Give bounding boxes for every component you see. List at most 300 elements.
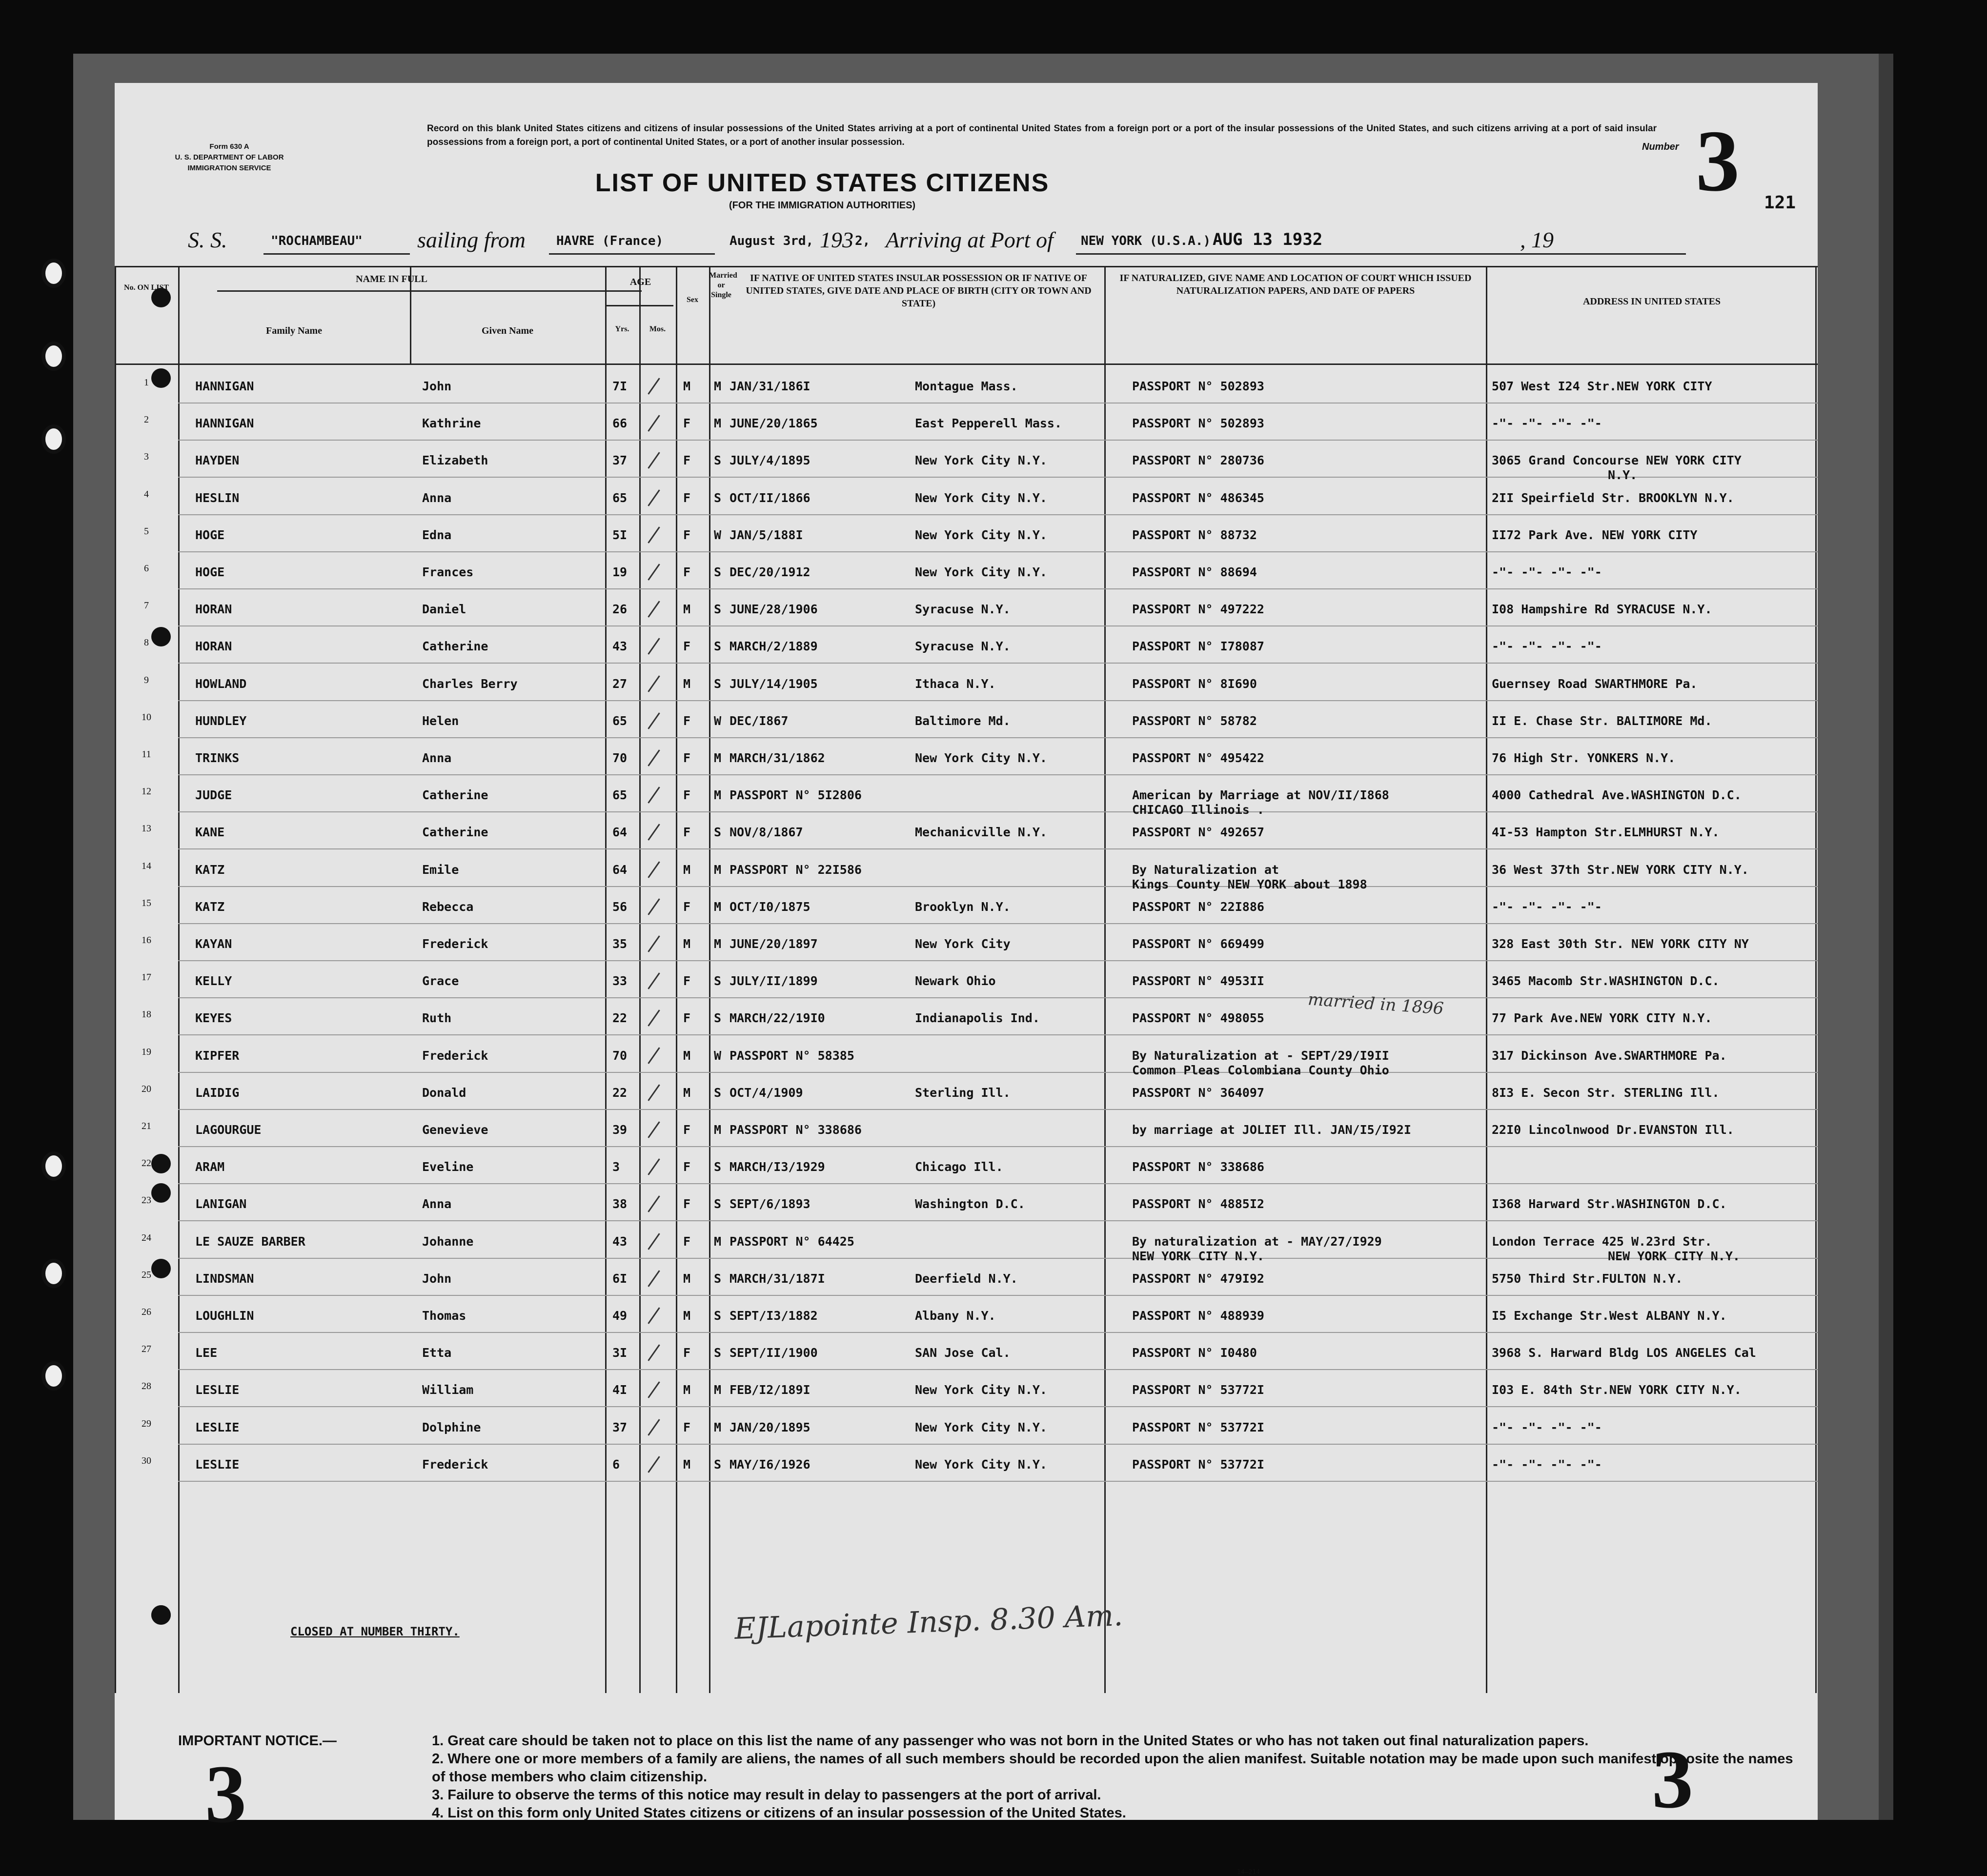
row-number: 7 xyxy=(144,600,149,611)
cell-nat2: Common Pleas Colombiana County Ohio xyxy=(1132,1063,1389,1077)
cell-ms: S xyxy=(714,1309,722,1323)
cell-yrs: 7I xyxy=(612,379,628,393)
cell-bplace: Washington D.C. xyxy=(915,1197,1025,1211)
record-instructions: Record on this blank United States citizens and citizens of insular possessions of the United States arriving at a port of continental United States from a foreign port or a port of the insular possessions of the United States, and such citizens arriving at a port of said insular possessions from a foreign port, a port of continental United States, or a port of another insular possession. xyxy=(427,123,1657,147)
cell-nat: PASSPORT N° 495422 xyxy=(1132,751,1264,765)
underline xyxy=(549,253,715,255)
cell-nat2: NEW YORK CITY N.Y. xyxy=(1132,1249,1264,1263)
row-number: 19 xyxy=(142,1046,151,1057)
cell-ms: S xyxy=(714,453,722,468)
cell-family: HORAN xyxy=(195,602,232,617)
cell-family: HOGE xyxy=(195,527,225,542)
cell-family: LANIGAN xyxy=(195,1197,247,1211)
cell-addr: 3465 Macomb Str.WASHINGTON D.C. xyxy=(1492,974,1720,988)
cell-yrs: 65 xyxy=(612,788,628,803)
cell-yrs: 39 xyxy=(612,1123,628,1137)
cell-given: Eveline xyxy=(422,1160,474,1174)
check-mark xyxy=(648,935,660,952)
row-number: 20 xyxy=(142,1083,151,1094)
form-identifier: Form 630 A U. S. DEPARTMENT OF LABOR IMMIGRATION SERVICE xyxy=(175,142,284,172)
cell-sex: F xyxy=(683,1123,691,1137)
corner-number-right: 3 xyxy=(1652,1734,1693,1825)
cell-bplace: Montague Mass. xyxy=(915,379,1018,393)
cell-nat2: CHICAGO Illinois . xyxy=(1132,803,1264,817)
cell-nat: by marriage at JOLIET Ill. JAN/I5/I92I xyxy=(1132,1123,1411,1137)
cell-yrs: 38 xyxy=(612,1197,628,1211)
arriving-label: Arriving at Port of xyxy=(886,227,1054,252)
cell-family: KEYES xyxy=(195,1011,232,1026)
check-mark xyxy=(648,1158,660,1175)
sailing-date: August 3rd, xyxy=(730,234,814,248)
cell-bdate: SEPT/II/1900 xyxy=(730,1346,818,1360)
arrival-stamp: AUG 13 1932 xyxy=(1213,230,1323,249)
cell-yrs: 56 xyxy=(612,899,628,914)
check-mark xyxy=(648,712,660,729)
sailing-label: sailing from xyxy=(417,227,526,252)
page-title: LIST OF UNITED STATES CITIZENS xyxy=(595,169,1050,197)
cell-addr: 77 Park Ave.NEW YORK CITY N.Y. xyxy=(1492,1011,1712,1026)
cell-family: KAYAN xyxy=(195,937,232,951)
corner-number-left: 3 xyxy=(205,1748,246,1840)
cell-bplace: Chicago Ill. xyxy=(915,1160,1003,1174)
cell-family: HUNDLEY xyxy=(195,713,247,728)
cell-given: Anna xyxy=(422,490,452,505)
cell-bplace: New York City N.Y. xyxy=(915,565,1047,579)
cell-family: HANNIGAN xyxy=(195,379,254,393)
cell-given: Thomas xyxy=(422,1309,466,1323)
cell-nat: PASSPORT N° 280736 xyxy=(1132,453,1264,468)
cell-yrs: 70 xyxy=(612,751,628,765)
cell-bdate: JULY/14/1905 xyxy=(730,676,818,691)
cell-addr: 36 West 37th Str.NEW YORK CITY N.Y. xyxy=(1492,862,1749,877)
cell-family: HANNIGAN xyxy=(195,416,254,431)
cell-sex: F xyxy=(683,1346,691,1360)
cell-yrs: 3 xyxy=(612,1160,620,1174)
cell-bdate: JAN/5/188I xyxy=(730,527,803,542)
cell-ms: S xyxy=(714,1085,722,1100)
cell-given: Frances xyxy=(422,565,474,579)
cell-yrs: 26 xyxy=(612,602,628,617)
list-number: 3 xyxy=(1696,112,1740,209)
cell-family: JUDGE xyxy=(195,788,232,803)
cell-family: KATZ xyxy=(195,899,225,914)
col-header-given: Given Name xyxy=(481,325,534,336)
row-number: 30 xyxy=(142,1455,151,1466)
cell-ms: S xyxy=(714,490,722,505)
cell-bplace: New York City N.Y. xyxy=(915,751,1047,765)
col-header-naturalization: IF NATURALIZED, GIVE NAME AND LOCATION OF COURT WHICH ISSUED NATURALIZATION PAPERS, AND DATE OF PAPERS xyxy=(1119,273,1472,296)
cell-sex: M xyxy=(683,1085,691,1100)
cell-sex: M xyxy=(683,937,691,951)
cell-ms: W xyxy=(714,527,722,542)
cell-bdate: JULY/4/1895 xyxy=(730,453,811,468)
binder-hole xyxy=(41,342,66,371)
row-number: 25 xyxy=(142,1269,151,1280)
cell-bdate: OCT/I0/1875 xyxy=(730,899,811,914)
cell-addr: II E. Chase Str. BALTIMORE Md. xyxy=(1492,713,1712,728)
cell-yrs: 64 xyxy=(612,862,628,877)
number-label: Number xyxy=(1642,141,1679,152)
row-number: 18 xyxy=(142,1009,151,1020)
row-number: 13 xyxy=(142,823,151,834)
cell-addr2: N.Y. xyxy=(1608,468,1638,483)
notice-item: 4. List on this form only United States citizens or citizens of an insular possession of the United States. xyxy=(432,1805,1126,1821)
cell-addr2: NEW YORK CITY N.Y. xyxy=(1608,1249,1740,1263)
cell-ms: M xyxy=(714,899,722,914)
cell-addr: 4I-53 Hampton Str.ELMHURST N.Y. xyxy=(1492,825,1720,840)
cell-ms: S xyxy=(714,1160,722,1174)
cell-nat: By Naturalization at - SEPT/29/I9II xyxy=(1132,1048,1389,1063)
cell-sex: M xyxy=(683,1048,691,1063)
cell-ms: S xyxy=(714,565,722,579)
cell-family: KATZ xyxy=(195,862,225,877)
cell-family: KELLY xyxy=(195,974,232,988)
cell-bdate: JAN/31/186I xyxy=(730,379,811,393)
col-header-no: No. ON LIST xyxy=(123,283,169,292)
notice-list xyxy=(432,1732,1798,1822)
cell-family: ARAM xyxy=(195,1160,225,1174)
binder-hole xyxy=(41,259,66,288)
cell-bplace: Syracuse N.Y. xyxy=(915,639,1011,654)
cell-ms: S xyxy=(714,974,722,988)
cell-family: TRINKS xyxy=(195,751,240,765)
cell-ms: M xyxy=(714,1420,722,1434)
cell-bplace: New York City xyxy=(915,937,1011,951)
check-mark xyxy=(648,1233,660,1250)
cell-given: Kathrine xyxy=(422,416,481,431)
cell-given: Catherine xyxy=(422,639,488,654)
cell-bdate: OCT/4/1909 xyxy=(730,1085,803,1100)
check-mark xyxy=(648,1047,660,1064)
cell-bdate: MARCH/31/187I xyxy=(730,1271,825,1286)
col-header-age: AGE xyxy=(629,277,651,287)
arrival-port: NEW YORK (U.S.A.) xyxy=(1081,234,1211,248)
cell-sex: M xyxy=(683,602,691,617)
cell-yrs: 65 xyxy=(612,713,628,728)
cell-sex: F xyxy=(683,416,691,431)
cell-nat: PASSPORT N° 53772I xyxy=(1132,1457,1264,1472)
cell-nat: PASSPORT N° 53772I xyxy=(1132,1420,1264,1434)
row-number: 17 xyxy=(142,972,151,983)
cell-addr: II72 Park Ave. NEW YORK CITY xyxy=(1492,527,1698,542)
cell-ms: M xyxy=(714,1383,722,1397)
col-header-family: Family Name xyxy=(266,325,322,336)
row-number: 16 xyxy=(142,935,151,946)
cell-given: Etta xyxy=(422,1346,452,1360)
cell-nat: PASSPORT N° 488939 xyxy=(1132,1309,1264,1323)
cell-family: HORAN xyxy=(195,639,232,654)
cell-bplace: New York City N.Y. xyxy=(915,1383,1047,1397)
cell-addr: 3065 Grand Concourse NEW YORK CITY xyxy=(1492,453,1742,468)
cell-addr: 317 Dickinson Ave.SWARTHMORE Pa. xyxy=(1492,1048,1727,1063)
row-number: 24 xyxy=(142,1232,151,1243)
ship-prefix: S. S. xyxy=(188,227,227,252)
cell-addr: I368 Harward Str.WASHINGTON D.C. xyxy=(1492,1197,1727,1211)
cell-addr: 507 West I24 Str.NEW YORK CITY xyxy=(1492,379,1712,393)
cell-family: HOGE xyxy=(195,565,225,579)
row-number: 12 xyxy=(142,786,151,797)
cell-bdate: MARCH/22/19I0 xyxy=(730,1011,825,1026)
page-stamp: 121 xyxy=(1764,193,1796,213)
cell-nat: By Naturalization at xyxy=(1132,862,1279,877)
cell-addr: -"- -"- -"- -"- xyxy=(1492,1420,1602,1434)
check-mark xyxy=(648,787,660,803)
col-header-name-in-full: NAME IN FULL xyxy=(356,274,427,284)
cell-sex: M xyxy=(683,379,691,393)
cell-nat: PASSPORT N° 479I92 xyxy=(1132,1271,1264,1286)
cell-nat: PASSPORT N° 338686 xyxy=(1132,1160,1264,1174)
cell-given: Anna xyxy=(422,1197,452,1211)
row-number: 23 xyxy=(142,1195,151,1206)
cell-family: KIPFER xyxy=(195,1048,240,1063)
cell-sex: M xyxy=(683,1383,691,1397)
cell-addr: 2II Speirfield Str. BROOKLYN N.Y. xyxy=(1492,490,1734,505)
cell-family: LEE xyxy=(195,1346,218,1360)
cell-sex: F xyxy=(683,751,691,765)
cell-sex: F xyxy=(683,825,691,840)
cell-sex: F xyxy=(683,639,691,654)
cell-addr: 4000 Cathedral Ave.WASHINGTON D.C. xyxy=(1492,788,1742,803)
cell-sex: F xyxy=(683,565,691,579)
cell-yrs: 4I xyxy=(612,1383,628,1397)
notice-item: 2. Where one or more members of a family are aliens, the names of all such members should be recorded upon the alien manifest. Suitable notation may be made upon such manifest opposite the names of those members who claim citizenship. xyxy=(432,1751,1793,1785)
cell-addr: -"- -"- -"- -"- xyxy=(1492,899,1602,914)
check-mark xyxy=(648,675,660,692)
cell-bdate: JUNE/28/1906 xyxy=(730,602,818,617)
cell-addr: 8I3 E. Secon Str. STERLING Ill. xyxy=(1492,1085,1720,1100)
row-number: 1 xyxy=(144,377,149,388)
check-mark xyxy=(648,1010,660,1027)
cell-given: Ruth xyxy=(422,1011,452,1026)
cell-nat: PASSPORT N° 502893 xyxy=(1132,416,1264,431)
cell-sex: F xyxy=(683,1234,691,1249)
row-number: 27 xyxy=(142,1344,151,1355)
ship-line xyxy=(188,227,1774,256)
handwritten-note: married in 1896 xyxy=(1307,989,1444,1019)
cell-given: John xyxy=(422,1271,452,1286)
check-mark xyxy=(648,1456,660,1473)
cell-addr: 76 High Str. YONKERS N.Y. xyxy=(1492,751,1676,765)
cell-ms: M xyxy=(714,751,722,765)
cell-sex: F xyxy=(683,1011,691,1026)
cell-ms: S xyxy=(714,1346,722,1360)
cell-given: Elizabeth xyxy=(422,453,488,468)
cell-bdate: PASSPORT N° 58385 xyxy=(730,1048,854,1063)
row-number: 29 xyxy=(142,1418,151,1429)
cell-bplace: New York City N.Y. xyxy=(915,490,1047,505)
row-number: 10 xyxy=(142,711,151,723)
cell-yrs: 43 xyxy=(612,639,628,654)
cell-bdate: JUNE/20/1897 xyxy=(730,937,818,951)
cell-given: Charles Berry xyxy=(422,676,518,691)
cell-addr: -"- -"- -"- -"- xyxy=(1492,639,1602,654)
cell-nat: PASSPORT N° 492657 xyxy=(1132,825,1264,840)
cell-bdate: MARCH/31/1862 xyxy=(730,751,825,765)
cell-family: LOUGHLIN xyxy=(195,1309,254,1323)
cell-bdate: SEPT/I3/1882 xyxy=(730,1309,818,1323)
cell-sex: M xyxy=(683,676,691,691)
ship-name: "ROCHAMBEAU" xyxy=(271,234,363,248)
cell-family: KANE xyxy=(195,825,225,840)
cell-ms: M xyxy=(714,416,722,431)
row-number: 26 xyxy=(142,1307,151,1317)
cell-given: Johanne xyxy=(422,1234,474,1249)
cell-nat: By naturalization at - MAY/27/I929 xyxy=(1132,1234,1382,1249)
cell-bplace: Indianapolis Ind. xyxy=(915,1011,1040,1026)
cell-addr: London Terrace 425 W.23rd Str. xyxy=(1492,1234,1712,1249)
cell-addr: -"- -"- -"- -"- xyxy=(1492,1457,1602,1472)
cell-yrs: 66 xyxy=(612,416,628,431)
form-code: 14—214 xyxy=(1237,1869,1260,1876)
cell-ms: S xyxy=(714,676,722,691)
row-number: 28 xyxy=(142,1381,151,1392)
cell-ms: W xyxy=(714,713,722,728)
cell-given: Edna xyxy=(422,527,452,542)
check-mark xyxy=(648,1270,660,1287)
row-number: 4 xyxy=(144,488,149,500)
cell-bplace: New York City N.Y. xyxy=(915,1457,1047,1472)
cell-given: Helen xyxy=(422,713,459,728)
cell-bplace: Syracuse N.Y. xyxy=(915,602,1011,617)
row-number: 22 xyxy=(142,1158,151,1169)
cell-family: HOWLAND xyxy=(195,676,247,691)
cell-bplace: Ithaca N.Y. xyxy=(915,676,996,691)
cell-yrs: 70 xyxy=(612,1048,628,1063)
check-mark xyxy=(648,1344,660,1361)
col-header-birth: IF NATIVE OF UNITED STATES INSULAR POSSESSION OR IF NATIVE OF UNITED STATES, GIVE DATE AND PLACE OF BIRTH (CITY OR TOWN AND STATE) xyxy=(746,273,1092,309)
cell-yrs: 64 xyxy=(612,825,628,840)
check-mark xyxy=(648,1121,660,1138)
check-mark xyxy=(648,749,660,766)
cell-bdate: MARCH/I3/1929 xyxy=(730,1160,825,1174)
check-mark xyxy=(648,489,660,506)
cell-addr: Guernsey Road SWARTHMORE Pa. xyxy=(1492,676,1698,691)
cell-nat: PASSPORT N° 502893 xyxy=(1132,379,1264,393)
cell-ms: W xyxy=(714,1048,722,1063)
cell-given: Grace xyxy=(422,974,459,988)
row-number: 5 xyxy=(144,525,149,537)
row-number: 8 xyxy=(144,637,149,648)
cell-given: Genevieve xyxy=(422,1123,488,1137)
cell-addr: 3968 S. Harward Bldg LOS ANGELES Cal xyxy=(1492,1346,1756,1360)
cell-yrs: 37 xyxy=(612,1420,628,1434)
page-subtitle: (FOR THE IMMIGRATION AUTHORITIES) xyxy=(729,200,916,211)
cell-yrs: 6 xyxy=(612,1457,620,1472)
cell-bdate: PASSPORT N° 22I586 xyxy=(730,862,862,877)
notice-label: IMPORTANT NOTICE.— xyxy=(178,1733,337,1749)
cell-sex: F xyxy=(683,490,691,505)
inspector-signature: EJLapointe Insp. 8.30 Am. xyxy=(734,1598,1124,1646)
cell-bdate: JULY/II/1899 xyxy=(730,974,818,988)
cell-sex: F xyxy=(683,1420,691,1434)
check-mark xyxy=(648,861,660,878)
row-number: 21 xyxy=(142,1121,151,1131)
cell-given: Dolphine xyxy=(422,1420,481,1434)
closing-note: CLOSED AT NUMBER THIRTY. xyxy=(290,1625,460,1638)
cell-bplace: Deerfield N.Y. xyxy=(915,1271,1018,1286)
check-mark xyxy=(648,415,660,431)
cell-bdate: JAN/20/1895 xyxy=(730,1420,811,1434)
cell-family: LINDSMAN xyxy=(195,1271,254,1286)
cell-sex: F xyxy=(683,713,691,728)
cell-family: HAYDEN xyxy=(195,453,240,468)
cell-addr: -"- -"- -"- -"- xyxy=(1492,565,1602,579)
binder-hole xyxy=(41,1151,66,1181)
cell-sex: M xyxy=(683,862,691,877)
cell-nat: PASSPORT N° 88732 xyxy=(1132,527,1257,542)
cell-given: John xyxy=(422,379,452,393)
cell-ms: S xyxy=(714,1271,722,1286)
binder-hole xyxy=(41,1259,66,1288)
cell-family: LESLIE xyxy=(195,1383,240,1397)
cell-ms: M xyxy=(714,937,722,951)
check-mark xyxy=(648,526,660,543)
row-number: 6 xyxy=(144,563,149,574)
cell-bplace: New York City N.Y. xyxy=(915,1420,1047,1434)
underline xyxy=(264,253,410,255)
cell-bplace: Mechanicville N.Y. xyxy=(915,825,1047,840)
cell-addr: 328 East 30th Str. NEW YORK CITY NY xyxy=(1492,937,1749,951)
cell-family: HESLIN xyxy=(195,490,240,505)
cell-ms: S xyxy=(714,602,722,617)
cell-yrs: 65 xyxy=(612,490,628,505)
cell-yrs: 22 xyxy=(612,1011,628,1026)
cell-nat: PASSPORT N° 8I690 xyxy=(1132,676,1257,691)
check-mark xyxy=(648,1382,660,1398)
cell-addr: I03 E. 84th Str.NEW YORK CITY N.Y. xyxy=(1492,1383,1742,1397)
cell-nat: PASSPORT N° I0480 xyxy=(1132,1346,1257,1360)
cell-ms: S xyxy=(714,825,722,840)
cell-bplace: Albany N.Y. xyxy=(915,1309,996,1323)
check-mark xyxy=(648,452,660,469)
cell-given: Anna xyxy=(422,751,452,765)
cell-nat: PASSPORT N° 4953II xyxy=(1132,974,1264,988)
cell-bdate: NOV/8/1867 xyxy=(730,825,803,840)
from-port: HAVRE (France) xyxy=(556,234,664,248)
cell-bplace: SAN Jose Cal. xyxy=(915,1346,1011,1360)
cell-bdate: MAY/I6/1926 xyxy=(730,1457,811,1472)
cell-nat: PASSPORT N° 497222 xyxy=(1132,602,1264,617)
check-mark xyxy=(648,824,660,841)
cell-given: Donald xyxy=(422,1085,466,1100)
cell-addr: -"- -"- -"- -"- xyxy=(1492,416,1602,431)
cell-sex: F xyxy=(683,899,691,914)
notice-item: 1. Great care should be taken not to place on this list the name of any passenger who was not born in the United States or who has not taken out final naturalization papers. xyxy=(432,1733,1589,1749)
underline xyxy=(1076,253,1686,255)
cell-yrs: 5I xyxy=(612,527,628,542)
cell-yrs: 43 xyxy=(612,1234,628,1249)
cell-yrs: 3I xyxy=(612,1346,628,1360)
cell-family: LESLIE xyxy=(195,1420,240,1434)
cell-sex: F xyxy=(683,974,691,988)
check-mark xyxy=(648,601,660,617)
cell-bplace: Brooklyn N.Y. xyxy=(915,899,1011,914)
cell-nat: PASSPORT N° 498055 xyxy=(1132,1011,1264,1026)
cell-bdate: SEPT/6/1893 xyxy=(730,1197,811,1211)
year-prefix: 193 xyxy=(820,227,853,252)
cell-given: Emile xyxy=(422,862,459,877)
binder-hole xyxy=(41,424,66,454)
cell-addr: I08 Hampshire Rd SYRACUSE N.Y. xyxy=(1492,602,1712,617)
cell-family: LESLIE xyxy=(195,1457,240,1472)
cell-addr: 5750 Third Str.FULTON N.Y. xyxy=(1492,1271,1683,1286)
cell-nat: PASSPORT N° 58782 xyxy=(1132,713,1257,728)
check-mark xyxy=(648,1419,660,1435)
check-mark xyxy=(648,898,660,915)
year-label: , 19 xyxy=(1520,227,1554,252)
cell-bdate: PASSPORT N° 5I2806 xyxy=(730,788,862,803)
cell-yrs: 49 xyxy=(612,1309,628,1323)
